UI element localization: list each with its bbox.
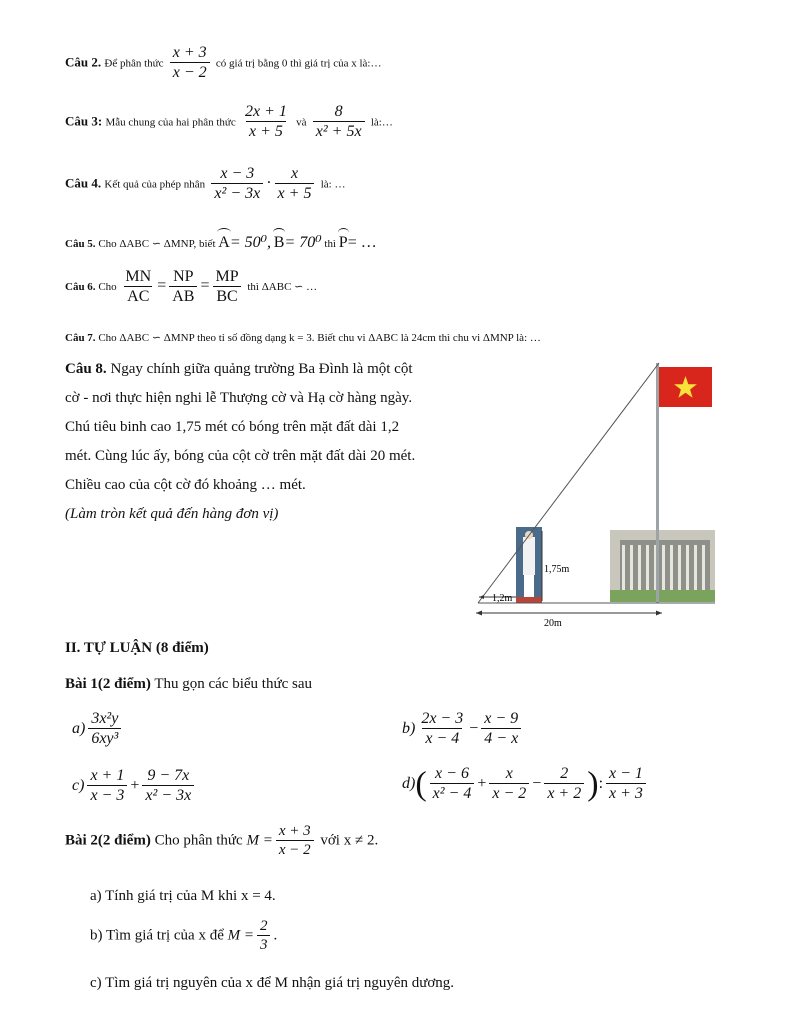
bai2-m: M =: [246, 832, 273, 849]
q3-fraction-2: [313, 103, 365, 142]
q6-eq-2: =: [200, 276, 210, 294]
q8-line-3: Chú tiêu binh cao 1,75 mét có bóng trên mặt đất dài 1,2: [65, 419, 400, 435]
bai1-d-fraction-2: [489, 765, 529, 804]
q8-line-4: mét. Cùng lúc ấy, bóng của cột cờ trên mặt đất dài 20 mét.: [65, 448, 416, 464]
q6-f2-den: AB: [169, 286, 197, 306]
bai1-c-fraction-1: [87, 767, 127, 806]
bai1-text: Thu gọn các biểu thức sau: [154, 676, 312, 692]
bai1-d-f1-den: x² − 4: [430, 783, 475, 803]
bai2-part-a: a) Tính giá trị của M khi x = 4.: [90, 888, 276, 904]
question-8: [65, 355, 415, 529]
question-7: [65, 331, 541, 344]
bai1-c: [72, 767, 197, 806]
q6-f3-num: MP: [215, 268, 239, 285]
bai1-d-close-paren: ): [587, 765, 599, 803]
q4-label: Câu 4.: [65, 175, 102, 191]
q3-tail: là:…: [370, 116, 393, 129]
bai1-d-f4-num: x − 1: [609, 765, 643, 782]
bai2-part-c: c) Tìm giá trị nguyên của x để M nhận giá trị nguyên dương.: [90, 975, 455, 991]
q8-note: (Làm tròn kết quả đến hàng đơn vị): [65, 506, 279, 522]
q2-tail: có giá trị bằng 0 thì giá trị của x là:…: [215, 57, 382, 70]
q8-line-5: Chiều cao của cột cờ đó khoảng … mét.: [65, 477, 306, 493]
bai2-b-fraction: [257, 918, 271, 954]
bai2-b-num: 2: [259, 918, 268, 934]
q4-fraction-2: [275, 165, 315, 204]
q8-line-1: Ngay chính giữa quảng trường Ba Đình là một cột: [110, 361, 413, 377]
q8-line-2: cờ - nơi thực hiện nghi lễ Thượng cờ và Hạ cờ hàng ngày.: [65, 390, 413, 406]
bai1-heading: [65, 676, 312, 693]
bai1-d-minus: −: [532, 774, 542, 792]
q6-f1-num: MN: [125, 268, 152, 285]
q3-label: Câu 3:: [65, 113, 103, 129]
q7-label: Câu 7.: [65, 332, 96, 344]
question-4: [65, 165, 345, 204]
bai1-a-num: 3x²y: [91, 710, 119, 727]
bai1-c-f2-den: x² − 3x: [142, 785, 194, 805]
section-2-title: [65, 640, 209, 657]
flagpole-figure: [470, 355, 725, 635]
question-5: [65, 230, 377, 252]
bai2-b-text: b) Tìm giá trị của x để: [90, 927, 224, 944]
q2-text: Để phân thức: [104, 57, 164, 70]
bai1-c-f1-den: x − 3: [87, 785, 127, 805]
q8-label: Câu 8.: [65, 361, 107, 377]
bai1-c-tag: c): [72, 776, 85, 794]
label-flag-shadow: 20m: [544, 618, 562, 629]
q4-f2-num: x: [290, 165, 299, 182]
soldier-image: [516, 527, 542, 603]
q5-angle-b: B: [274, 230, 285, 252]
q3-text: Mẫu chung của hai phân thức: [105, 116, 236, 129]
bai1-c-f1-num: x + 1: [90, 767, 125, 784]
q4-f1-num: x − 3: [220, 165, 255, 182]
bai1-d-fraction-4: [606, 765, 646, 804]
bai2-den: x − 2: [276, 840, 314, 859]
question-6: [65, 268, 317, 307]
q3-fraction-1: [242, 103, 290, 142]
bai1-d: [402, 765, 649, 804]
q3-and: và: [296, 116, 307, 129]
q5-angle-a-value: = 50⁰,: [229, 234, 272, 251]
q6-text: Cho: [98, 280, 117, 293]
bai1-d-tag: d): [402, 774, 416, 792]
flag-shadow-arrow-left-head: [476, 611, 482, 616]
bai1-b-fraction-2: [481, 710, 521, 749]
q4-f2-den: x + 5: [275, 183, 315, 203]
bai1-d-f1-num: x − 6: [435, 765, 469, 782]
bai1-b-f2-den: 4 − x: [481, 728, 521, 748]
bai1-d-f2-den: x − 2: [489, 783, 529, 803]
label-shadow: 1,2m: [492, 593, 513, 604]
bai1-a-den: 6xy³: [88, 728, 121, 748]
bai2-condition: với x ≠ 2.: [320, 832, 379, 849]
bai1-b-tag: b): [402, 719, 416, 737]
q3-f2-num: 8: [334, 103, 343, 120]
bai1-d-fraction-1: [430, 765, 475, 804]
bai2-fraction: [276, 823, 314, 859]
bai1-label: Bài 1(2 điểm): [65, 676, 151, 692]
bai1-d-f2-num: x: [505, 765, 513, 782]
bai1-d-plus: +: [477, 774, 487, 792]
bai1-d-fraction-3: [544, 765, 584, 804]
q6-f3-den: BC: [213, 286, 240, 306]
q4-text: Kết quả của phép nhân: [104, 178, 206, 191]
bai2-text: Cho phân thức: [154, 832, 243, 849]
q2-label: Câu 2.: [65, 54, 102, 70]
q2-num: x + 3: [172, 44, 207, 61]
q5-angle-b-value: = 70⁰: [284, 234, 322, 251]
bai1-d-f3-num: 2: [560, 765, 569, 782]
q5-then: thì: [324, 238, 337, 250]
flag-pole: [656, 363, 659, 603]
question-2: [65, 44, 381, 83]
question-3: [65, 103, 393, 142]
q5-label: Câu 5.: [65, 238, 96, 250]
label-height: 1,75m: [544, 564, 570, 575]
q7-text: Cho ΔABC ∽ ΔMNP theo tỉ số đồng dạng k = 3. Biết chu vi ΔABC là 24cm thì chu vi ΔMNP là: …: [98, 332, 541, 344]
q5-angle-p: P: [339, 230, 348, 252]
bai1-d-f3-den: x + 2: [544, 783, 584, 803]
q2-fraction: [170, 44, 210, 83]
q2-den: x − 2: [170, 62, 210, 82]
bai1-b-fraction-1: [418, 710, 466, 749]
bai2-num: x + 3: [278, 823, 311, 839]
q6-f2-num: NP: [173, 268, 194, 285]
bai1-b-minus: −: [469, 719, 479, 737]
bai2-b-end: .: [273, 927, 278, 944]
q4-fraction-1: [211, 165, 263, 204]
q6-fraction-3: [212, 268, 241, 307]
q3-f1-num: 2x + 1: [244, 103, 287, 120]
bai2-part-b: [90, 918, 277, 954]
building-image: [610, 530, 715, 602]
q6-label: Câu 6.: [65, 280, 96, 293]
bai1-b-f1-den: x − 4: [422, 728, 462, 748]
bai1-d-f4-den: x + 3: [606, 783, 646, 803]
bai2-b-den: 3: [257, 935, 271, 954]
bai1-b: [402, 710, 524, 749]
q6-tail: thì ΔABC ∽ …: [247, 280, 318, 293]
bai1-d-div: :: [598, 774, 604, 792]
bai1-c-f2-num: 9 − 7x: [147, 767, 190, 784]
bai1-a: [72, 710, 124, 749]
q6-eq-1: =: [157, 276, 167, 294]
q6-fraction-1: [122, 268, 154, 307]
q4-dot: ·: [266, 174, 272, 192]
bai1-a-tag: a): [72, 719, 86, 737]
q6-fraction-2: [169, 268, 197, 307]
q6-f1-den: AC: [124, 286, 152, 306]
bai1-b-f1-num: 2x − 3: [421, 710, 464, 727]
q4-f1-den: x² − 3x: [211, 183, 263, 203]
bai2-label: Bài 2(2 điểm): [65, 832, 151, 849]
bai2-heading: [65, 823, 378, 859]
q5-text: Cho ΔABC ∽ ΔMNP, biết: [98, 238, 216, 250]
flag-shadow-arrow-right-head: [656, 611, 662, 616]
bai1-d-open-paren: (: [415, 765, 427, 803]
bai1-a-fraction: [88, 710, 121, 749]
bai1-c-fraction-2: [142, 767, 194, 806]
bai1-c-plus: +: [130, 776, 140, 794]
q5-angle-a: A: [218, 230, 230, 252]
bai1-b-f2-num: x − 9: [484, 710, 519, 727]
q5-angle-p-value: = …: [347, 234, 377, 251]
bai2-b-m: M =: [227, 927, 254, 944]
q4-tail: là: …: [320, 178, 346, 191]
section-2-title-text: II. TỰ LUẬN (8 điểm): [65, 640, 209, 656]
q3-f2-den: x² + 5x: [313, 121, 365, 141]
q3-f1-den: x + 5: [246, 121, 286, 141]
